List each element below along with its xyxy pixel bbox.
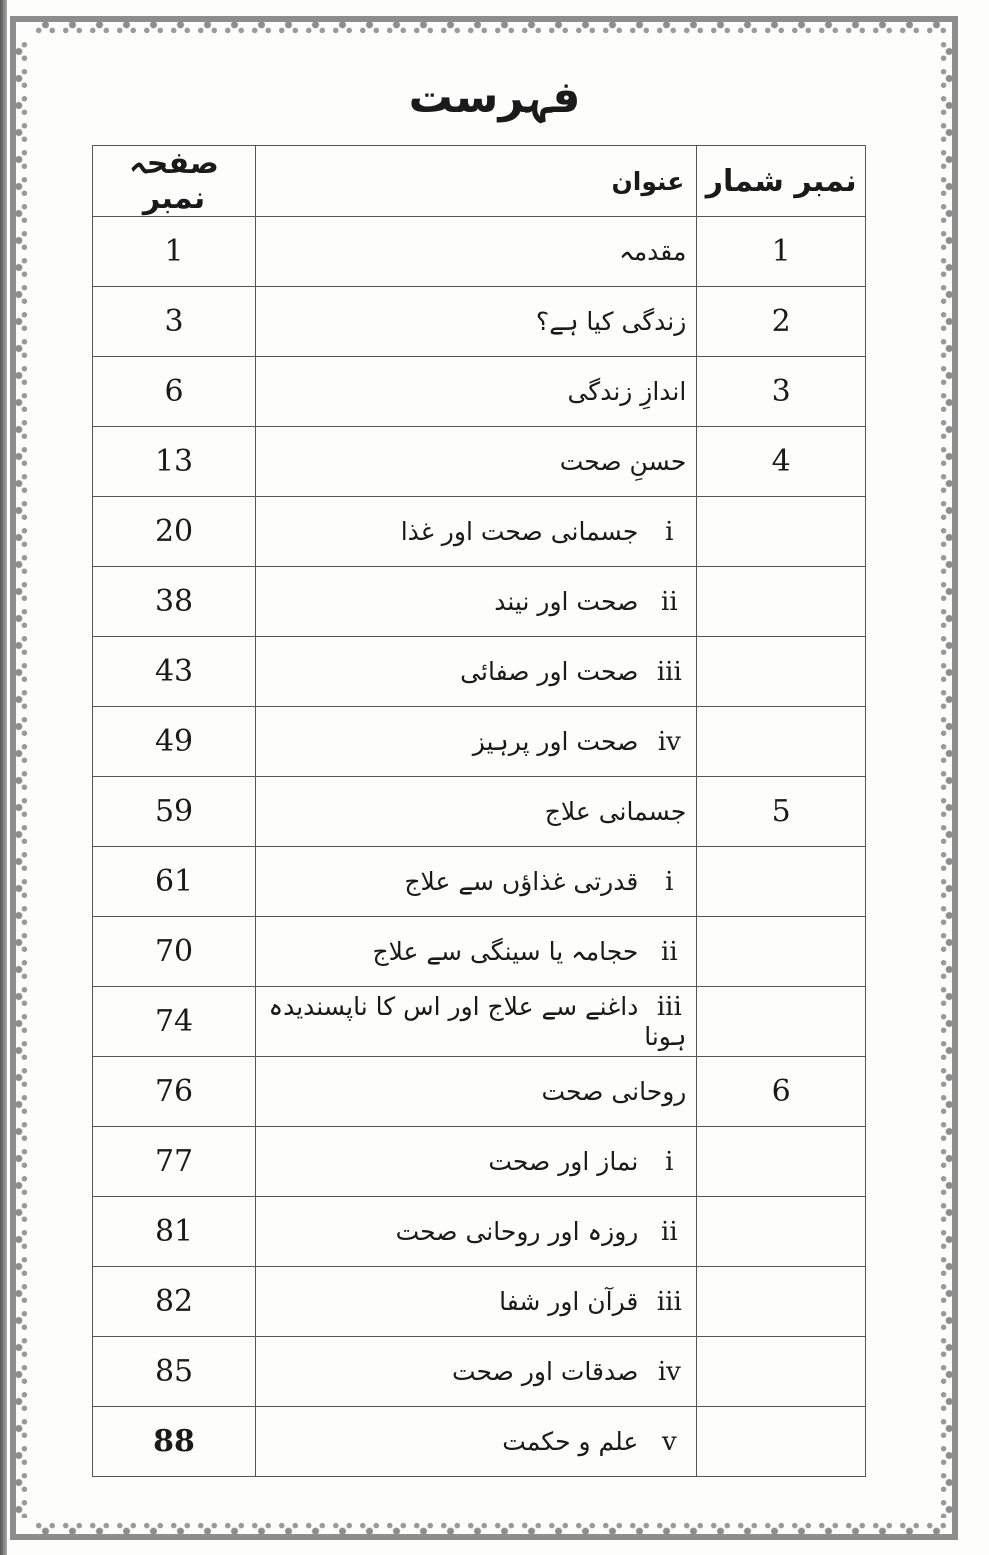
entry-title-cell <box>256 707 697 777</box>
entry-title: علم و حکمت <box>502 1426 639 1456</box>
border-ornament-right <box>938 38 952 1518</box>
page-edge-shadow <box>0 0 7 1555</box>
page-number: 59 <box>93 777 256 847</box>
page-number: 49 <box>93 707 256 777</box>
entry-title: صحت اور صفائی <box>460 656 639 686</box>
contents-table <box>92 145 866 1477</box>
sub-number: iv <box>657 726 681 757</box>
page-number: 20 <box>93 497 256 567</box>
page-title: فہرست <box>408 72 581 123</box>
serial-number: 2 <box>697 287 866 357</box>
entry-title: قرآن اور شفا <box>499 1286 639 1316</box>
page-number: 76 <box>93 1057 256 1127</box>
border-ornament-left <box>16 38 30 1518</box>
sub-number: i <box>665 1146 674 1177</box>
table-row <box>93 707 866 777</box>
sub-number: v <box>661 1426 677 1457</box>
serial-number <box>697 987 866 1057</box>
entry-title: حسنِ صحت <box>559 447 687 476</box>
serial-number: 1 <box>697 217 866 287</box>
table-row <box>93 357 866 427</box>
serial-number <box>697 567 866 637</box>
entry-title-cell <box>256 987 697 1057</box>
page-number: 38 <box>93 567 256 637</box>
serial-number <box>697 917 866 987</box>
sub-number: ii <box>661 586 678 617</box>
table-row <box>93 1267 866 1337</box>
entry-title-cell <box>256 917 697 987</box>
entry-title: زندگی کیا ہے؟ <box>535 307 687 336</box>
serial-number <box>697 1197 866 1267</box>
entry-title: قدرتی غذاؤں سے علاج <box>404 866 639 896</box>
header-serial-number: نمبر شمار <box>697 146 866 217</box>
serial-number <box>697 497 866 567</box>
serial-number: 3 <box>697 357 866 427</box>
header-page-number: صفحہ نمبر <box>93 146 256 217</box>
entry-title: صحت اور پرہیز <box>472 726 639 756</box>
page-number: 70 <box>93 917 256 987</box>
page-number: 77 <box>93 1127 256 1197</box>
table-row <box>93 637 866 707</box>
sub-number: ii <box>661 936 678 967</box>
sub-number: iii <box>656 656 682 687</box>
border-ornament-top <box>32 22 952 36</box>
entry-title: جسمانی صحت اور غذا <box>400 516 639 546</box>
entry-title: جسمانی علاج <box>544 797 687 826</box>
sub-number: iv <box>657 1356 681 1387</box>
entry-title: حجامہ یا سینگی سے علاج <box>372 936 639 966</box>
sub-number: iii <box>656 1286 682 1317</box>
entry-title-cell <box>256 1057 697 1127</box>
table-row <box>93 987 866 1057</box>
entry-title-cell <box>256 497 697 567</box>
entry-title-cell <box>256 1407 697 1477</box>
sub-number: i <box>665 516 674 547</box>
serial-number <box>697 1337 866 1407</box>
page-number: 43 <box>93 637 256 707</box>
entry-title: صدقات اور صحت <box>451 1356 639 1386</box>
entry-title-cell <box>256 287 697 357</box>
table-row <box>93 567 866 637</box>
serial-number: 5 <box>697 777 866 847</box>
entry-title: داغنے سے علاج اور اس کا ناپسندیدہ ہونا <box>268 992 687 1051</box>
table-header-row <box>93 146 866 217</box>
sub-number: iii <box>656 992 682 1022</box>
page-number: 6 <box>93 357 256 427</box>
entry-title-cell <box>256 357 697 427</box>
serial-number <box>697 847 866 917</box>
sub-number: i <box>665 866 674 897</box>
table-row <box>93 1197 866 1267</box>
page-number: 81 <box>93 1197 256 1267</box>
table-row <box>93 427 866 497</box>
entry-title: صحت اور نیند <box>494 586 639 616</box>
entry-title-cell <box>256 1197 697 1267</box>
page-number: 82 <box>93 1267 256 1337</box>
entry-title-cell <box>256 217 697 287</box>
entry-title-cell <box>256 427 697 497</box>
serial-number <box>697 1267 866 1337</box>
sub-number: ii <box>661 1216 678 1247</box>
serial-number: 4 <box>697 427 866 497</box>
entry-title-cell <box>256 777 697 847</box>
table-row <box>93 1337 866 1407</box>
serial-number <box>697 707 866 777</box>
table-row <box>93 1057 866 1127</box>
serial-number: 6 <box>697 1057 866 1127</box>
page-number: 13 <box>93 427 256 497</box>
entry-title: نماز اور صحت <box>488 1146 639 1176</box>
border-ornament-bottom <box>32 1520 952 1534</box>
entry-title-cell <box>256 637 697 707</box>
entry-title: روزہ اور روحانی صحت <box>395 1216 639 1246</box>
serial-number <box>697 1407 866 1477</box>
table-row <box>93 1127 866 1197</box>
table-row <box>93 777 866 847</box>
page-number: 74 <box>93 987 256 1057</box>
entry-title-cell <box>256 1127 697 1197</box>
page-number: 88 <box>93 1407 256 1477</box>
entry-title: اندازِ زندگی <box>567 377 687 406</box>
entry-title: مقدمہ <box>619 237 687 266</box>
serial-number <box>697 1127 866 1197</box>
table-row <box>93 847 866 917</box>
entry-title-cell <box>256 1267 697 1337</box>
table-row <box>93 497 866 567</box>
table-row <box>93 287 866 357</box>
entry-title-cell <box>256 567 697 637</box>
table-row <box>93 1407 866 1477</box>
table-row <box>93 917 866 987</box>
page-number: 61 <box>93 847 256 917</box>
serial-number <box>697 637 866 707</box>
entry-title: روحانی صحت <box>541 1077 687 1106</box>
page-number: 3 <box>93 287 256 357</box>
header-title: عنوان <box>256 146 697 217</box>
page-number: 1 <box>93 217 256 287</box>
table-row <box>93 217 866 287</box>
entry-title-cell <box>256 1337 697 1407</box>
entry-title-cell <box>256 847 697 917</box>
page-number: 85 <box>93 1337 256 1407</box>
